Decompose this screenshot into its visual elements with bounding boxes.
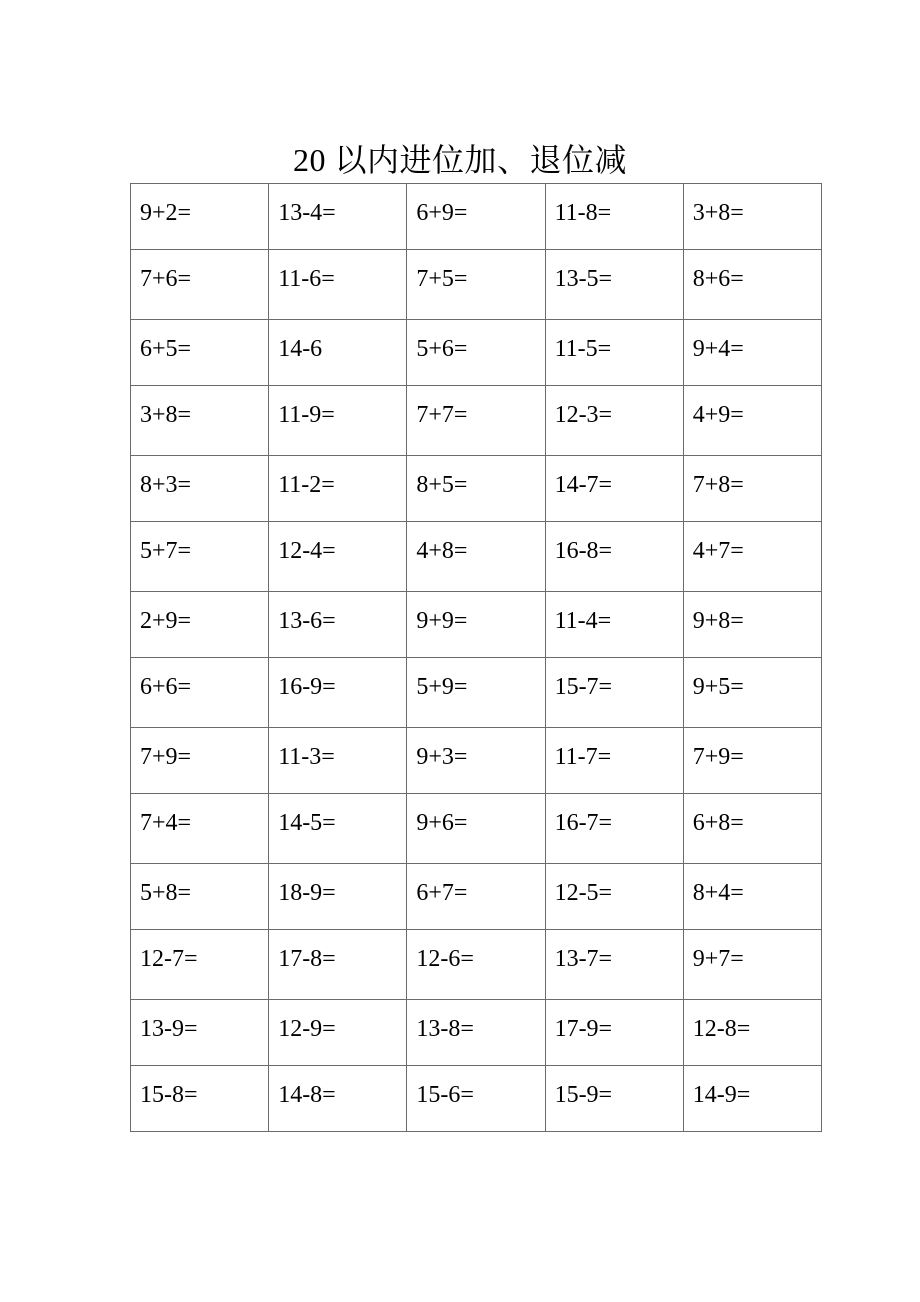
exercise-cell: 16-7= bbox=[545, 794, 683, 864]
exercise-cell: 3+8= bbox=[683, 184, 821, 250]
exercise-cell: 7+9= bbox=[131, 728, 269, 794]
exercise-cell: 4+8= bbox=[407, 522, 545, 592]
exercise-cell: 9+6= bbox=[407, 794, 545, 864]
exercise-row bbox=[131, 864, 822, 930]
exercise-cell: 4+7= bbox=[683, 522, 821, 592]
exercise-cell: 14-7= bbox=[545, 456, 683, 522]
exercise-row bbox=[131, 386, 822, 456]
exercise-row bbox=[131, 456, 822, 522]
exercise-cell: 5+9= bbox=[407, 658, 545, 728]
exercise-cell: 14-5= bbox=[269, 794, 407, 864]
exercise-cell: 7+6= bbox=[131, 250, 269, 320]
exercise-cell: 9+8= bbox=[683, 592, 821, 658]
exercise-row bbox=[131, 522, 822, 592]
exercise-cell: 11-6= bbox=[269, 250, 407, 320]
exercise-cell: 18-9= bbox=[269, 864, 407, 930]
exercise-table-body bbox=[131, 184, 822, 1132]
exercise-cell: 16-8= bbox=[545, 522, 683, 592]
exercise-cell: 6+7= bbox=[407, 864, 545, 930]
exercise-cell: 12-5= bbox=[545, 864, 683, 930]
exercise-cell: 11-3= bbox=[269, 728, 407, 794]
exercise-row bbox=[131, 1000, 822, 1066]
exercise-cell: 7+8= bbox=[683, 456, 821, 522]
exercise-row bbox=[131, 592, 822, 658]
exercise-cell: 17-8= bbox=[269, 930, 407, 1000]
exercise-cell: 9+4= bbox=[683, 320, 821, 386]
exercise-cell: 15-9= bbox=[545, 1066, 683, 1132]
exercise-cell: 9+3= bbox=[407, 728, 545, 794]
exercise-cell: 9+2= bbox=[131, 184, 269, 250]
exercise-cell: 15-6= bbox=[407, 1066, 545, 1132]
exercise-row bbox=[131, 184, 822, 250]
exercise-cell: 11-7= bbox=[545, 728, 683, 794]
exercise-cell: 8+5= bbox=[407, 456, 545, 522]
exercise-cell: 12-6= bbox=[407, 930, 545, 1000]
exercise-cell: 6+8= bbox=[683, 794, 821, 864]
exercise-cell: 5+6= bbox=[407, 320, 545, 386]
exercise-cell: 9+9= bbox=[407, 592, 545, 658]
page-title: 20 以内进位加、退位减 bbox=[292, 142, 627, 178]
exercise-cell: 13-6= bbox=[269, 592, 407, 658]
exercise-cell: 13-9= bbox=[131, 1000, 269, 1066]
exercise-cell: 11-8= bbox=[545, 184, 683, 250]
exercise-cell: 11-4= bbox=[545, 592, 683, 658]
exercise-row bbox=[131, 658, 822, 728]
exercise-cell: 16-9= bbox=[269, 658, 407, 728]
exercise-cell: 14-8= bbox=[269, 1066, 407, 1132]
exercise-cell: 6+6= bbox=[131, 658, 269, 728]
exercise-cell: 5+7= bbox=[131, 522, 269, 592]
exercise-cell: 11-9= bbox=[269, 386, 407, 456]
exercise-cell: 8+4= bbox=[683, 864, 821, 930]
exercise-cell: 13-8= bbox=[407, 1000, 545, 1066]
exercise-cell: 2+9= bbox=[131, 592, 269, 658]
exercise-row bbox=[131, 1066, 822, 1132]
exercise-cell: 6+5= bbox=[131, 320, 269, 386]
exercise-cell: 17-9= bbox=[545, 1000, 683, 1066]
exercise-cell: 7+4= bbox=[131, 794, 269, 864]
exercise-cell: 8+3= bbox=[131, 456, 269, 522]
exercise-cell: 14-9= bbox=[683, 1066, 821, 1132]
exercise-cell: 9+7= bbox=[683, 930, 821, 1000]
exercise-cell: 5+8= bbox=[131, 864, 269, 930]
exercise-cell: 9+5= bbox=[683, 658, 821, 728]
exercise-row bbox=[131, 728, 822, 794]
exercise-cell: 12-3= bbox=[545, 386, 683, 456]
exercise-row bbox=[131, 250, 822, 320]
exercise-cell: 8+6= bbox=[683, 250, 821, 320]
exercise-cell: 12-7= bbox=[131, 930, 269, 1000]
exercise-cell: 12-4= bbox=[269, 522, 407, 592]
exercise-cell: 11-2= bbox=[269, 456, 407, 522]
exercise-cell: 3+8= bbox=[131, 386, 269, 456]
exercise-row bbox=[131, 320, 822, 386]
exercise-cell: 6+9= bbox=[407, 184, 545, 250]
exercise-cell: 15-7= bbox=[545, 658, 683, 728]
exercise-cell: 13-4= bbox=[269, 184, 407, 250]
exercise-row bbox=[131, 930, 822, 1000]
exercise-cell: 4+9= bbox=[683, 386, 821, 456]
exercise-cell: 7+9= bbox=[683, 728, 821, 794]
exercise-cell: 14-6 bbox=[269, 320, 407, 386]
exercise-cell: 13-5= bbox=[545, 250, 683, 320]
exercise-row bbox=[131, 794, 822, 864]
exercise-cell: 12-9= bbox=[269, 1000, 407, 1066]
exercise-cell: 11-5= bbox=[545, 320, 683, 386]
exercise-cell: 15-8= bbox=[131, 1066, 269, 1132]
exercise-cell: 7+7= bbox=[407, 386, 545, 456]
exercise-cell: 12-8= bbox=[683, 1000, 821, 1066]
exercise-table bbox=[130, 183, 822, 1132]
exercise-cell: 13-7= bbox=[545, 930, 683, 1000]
exercise-cell: 7+5= bbox=[407, 250, 545, 320]
